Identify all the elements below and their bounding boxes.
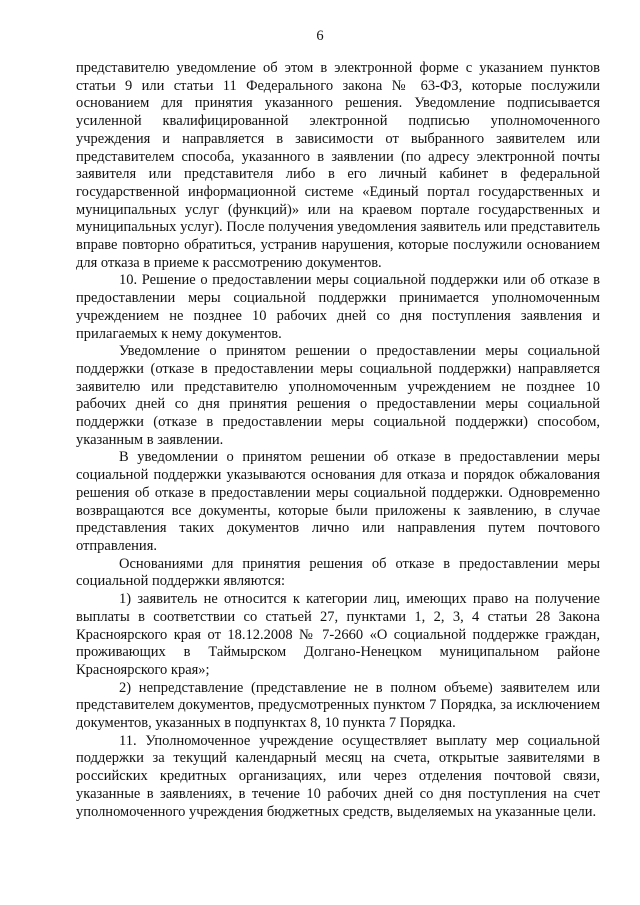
paragraph-ground-1: 1) заявитель не относится к категории лиц, имеющих право на получение выплаты в соответствии со статьей 27, пунктами 1, 2, 3, 4 статьи 28 Закона Красноярского края от 18.12.2008 № 7-2660 «О социальной поддержке граждан, проживающих в Таймырском Долгано-Ненецком муниципальном районе Красноярского края»;: [76, 591, 600, 678]
page-number: 6: [316, 28, 324, 44]
paragraph-notification: Уведомление о принятом решении о предоставлении меры социальной поддержки (отказе в предоставлении меры социальной поддержки) направляется заявителю или представителю уполномоченным учреждением не позднее 10 рабочих дней со дня принятия решения о предоставлении меры социальной поддержки (отказе в предоставлении меры социальной поддержки) способом, указанным в заявлении.: [76, 343, 600, 448]
paragraph-refusal-notice: В уведомлении о принятом решении об отказе в предоставлении меры социальной поддержки указываются основания для отказа и порядок обжалования решения об отказе в предоставлении меры социальной поддержки. Одновременно возвращаются все документы, которые были приложены к заявлению, в случае представления таких документов лично или направления путем почтового отправления.: [76, 449, 600, 554]
paragraph-ground-2: 2) непредставление (представление не в полном объеме) заявителем или представителем документов, предусмотренных пунктом 7 Порядка, за исключением документов, указанных в подпунктах 8, 10 пункта 7 Порядка.: [76, 679, 600, 732]
paragraph-refusal-grounds: Основаниями для принятия решения об отказе в предоставлении меры социальной поддержки являются:: [76, 555, 600, 590]
paragraph-item-10: 10. Решение о предоставлении меры социальной поддержки или об отказе в предоставлении меры социальной поддержки принимается уполномоченным учреждением не позднее 10 рабочих дней со дня поступления заявления и прилагаемых к нему документов.: [76, 272, 600, 342]
paragraph-continuation: представителю уведомление об этом в электронной форме с указанием пунктов статьи 9 или статьи 11 Федерального закона № 63-ФЗ, которые послужили основанием для принятия указанного решения. Уведомление подписывается усиленной квалифицированной электронной подписью уполномоченного учреждения и направляется в зависимости от выбранного заявителем или представителем способа, указанного в заявлении (по адресу электронной почты заявителя или представителя либо в его личный кабинет в федеральной государственной информационной системе «Единый портал государственных и муниципальных услуг (функций)» или на краевом портале государственных и муниципальных услуг). После получения уведомления заявитель или представитель вправе повторно обратиться, устранив нарушения, которые послужили основанием для отказа в приеме к рассмотрению документов.: [76, 60, 600, 271]
document-body: [76, 60, 600, 821]
paragraph-item-11: 11. Уполномоченное учреждение осуществляет выплату мер социальной поддержки за текущий календарный месяц на счета, открытые заявителями в российских кредитных организациях, или через отделения почтовой связи, указанные в заявлениях, в течение 10 рабочих дней со дня поступления на счет уполномоченного учреждения бюджетных средств, выделяемых на указанные цели.: [76, 732, 600, 820]
